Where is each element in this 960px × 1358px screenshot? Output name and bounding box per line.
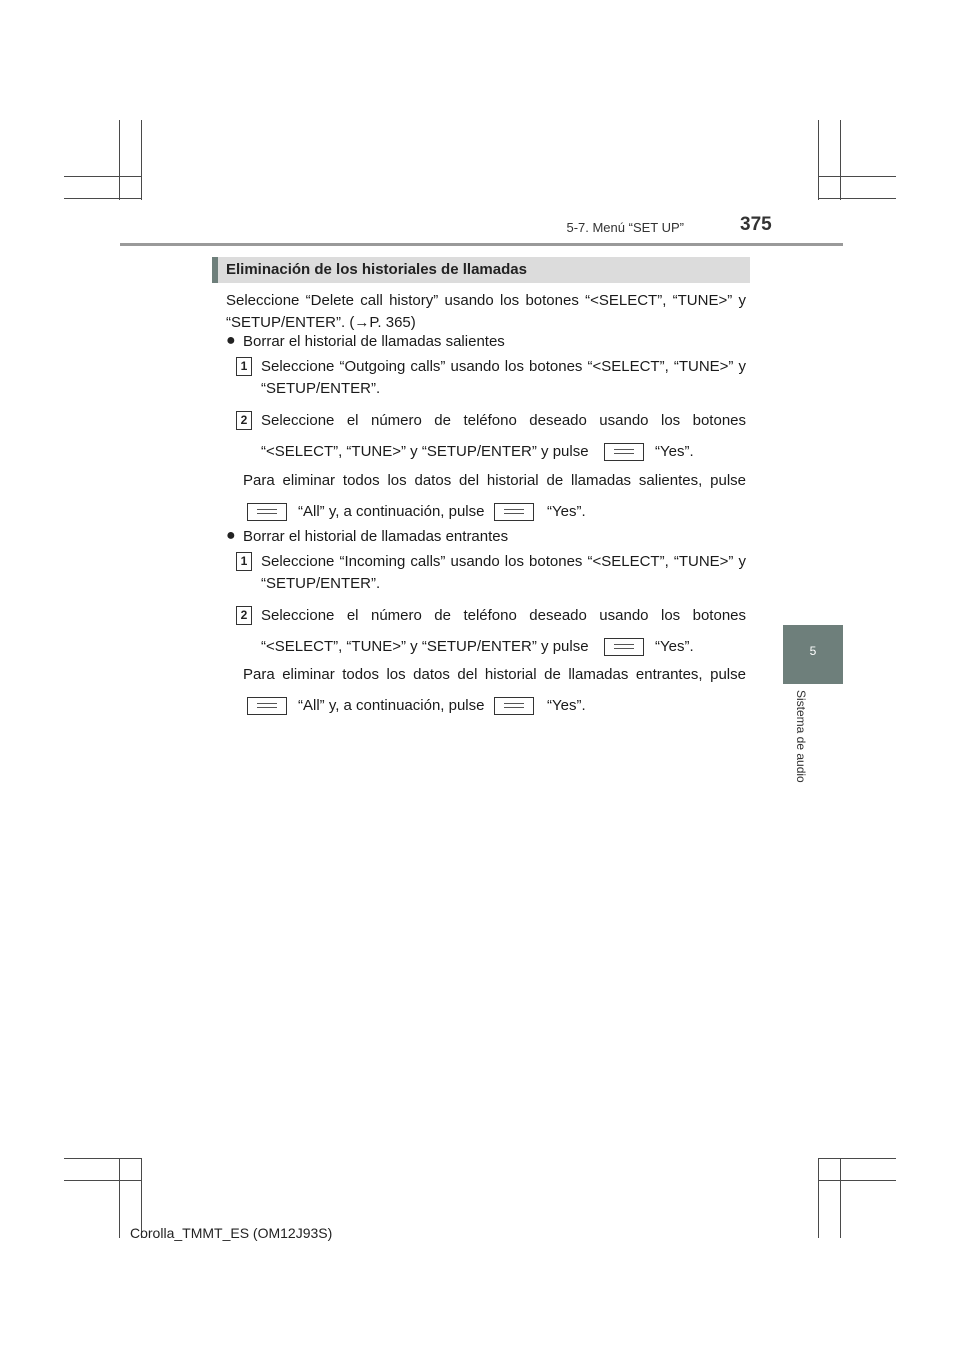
step-text: Seleccione el número de teléfono deseado usando los botones [261,607,746,624]
screen-button-icon [247,503,287,521]
crop-mark [119,120,120,200]
step-number-badge: 2 [236,606,252,625]
step-text: “SETUP/ENTER”. [261,380,381,397]
note-text: “All” y, a continuación, pulse [298,697,485,714]
crop-mark [818,1158,819,1238]
note-text: Para eliminar todos los datos del historial de llamadas entrantes, pulse [243,666,746,683]
crop-mark [818,120,819,200]
step-text: “Yes”. [655,443,694,460]
bullet-icon: ● [226,527,236,544]
intro-line: Seleccione “Delete call history” usando los botones “<SELECT”, “TUNE>” y [226,292,746,309]
page-number: 375 [740,214,772,235]
step-text: “<SELECT”, “TUNE>” y “SETUP/ENTER” y pulse [261,443,589,460]
step-text: Seleccione el número de teléfono deseado usando los botones [261,412,746,429]
crop-mark [840,120,841,200]
crop-mark [64,176,142,177]
crop-mark [64,1180,142,1181]
section-title: Eliminación de los historiales de llamadas [212,257,750,283]
step-text: “Yes”. [655,638,694,655]
chapter-tab: 5 [783,625,843,684]
crop-mark [818,1158,896,1159]
screen-button-icon [604,443,644,461]
note-text: “Yes”. [547,697,586,714]
note-text: “All” y, a continuación, pulse [298,503,485,520]
step-text: “SETUP/ENTER”. [261,575,381,592]
screen-button-icon [494,697,534,715]
step-number-badge: 2 [236,411,252,430]
screen-button-icon [604,638,644,656]
step-text: Seleccione “Incoming calls” usando los botones “<SELECT”, “TUNE>” y [261,553,746,570]
step-number-badge: 1 [236,552,252,571]
crop-mark [818,176,896,177]
chapter-label: Sistema de audio [794,690,808,783]
crop-mark [64,1158,142,1159]
crop-mark [840,1158,841,1238]
header-rule [120,243,843,246]
crop-mark [818,198,896,199]
crop-mark [64,198,142,199]
step-text: Seleccione “Outgoing calls” usando los botones “<SELECT”, “TUNE>” y [261,358,746,375]
subsection-heading: Borrar el historial de llamadas entrantes [243,528,509,545]
bullet-icon: ● [226,332,236,349]
crop-mark [818,1180,896,1181]
note-text: “Yes”. [547,503,586,520]
step-number-badge: 1 [236,357,252,376]
step-text: “<SELECT”, “TUNE>” y “SETUP/ENTER” y pulse [261,638,589,655]
subsection-heading: Borrar el historial de llamadas salientes [243,333,505,350]
screen-button-icon [494,503,534,521]
footer-manual-id: Corolla_TMMT_ES (OM12J93S) [130,1225,333,1241]
note-text: Para eliminar todos los datos del historial de llamadas salientes, pulse [243,472,746,489]
intro-line: “SETUP/ENTER”. (→P. 365) [226,314,416,331]
running-header: 5-7. Menú “SET UP” [566,220,684,235]
crop-mark [141,120,142,200]
screen-button-icon [247,697,287,715]
crop-mark [119,1158,120,1238]
